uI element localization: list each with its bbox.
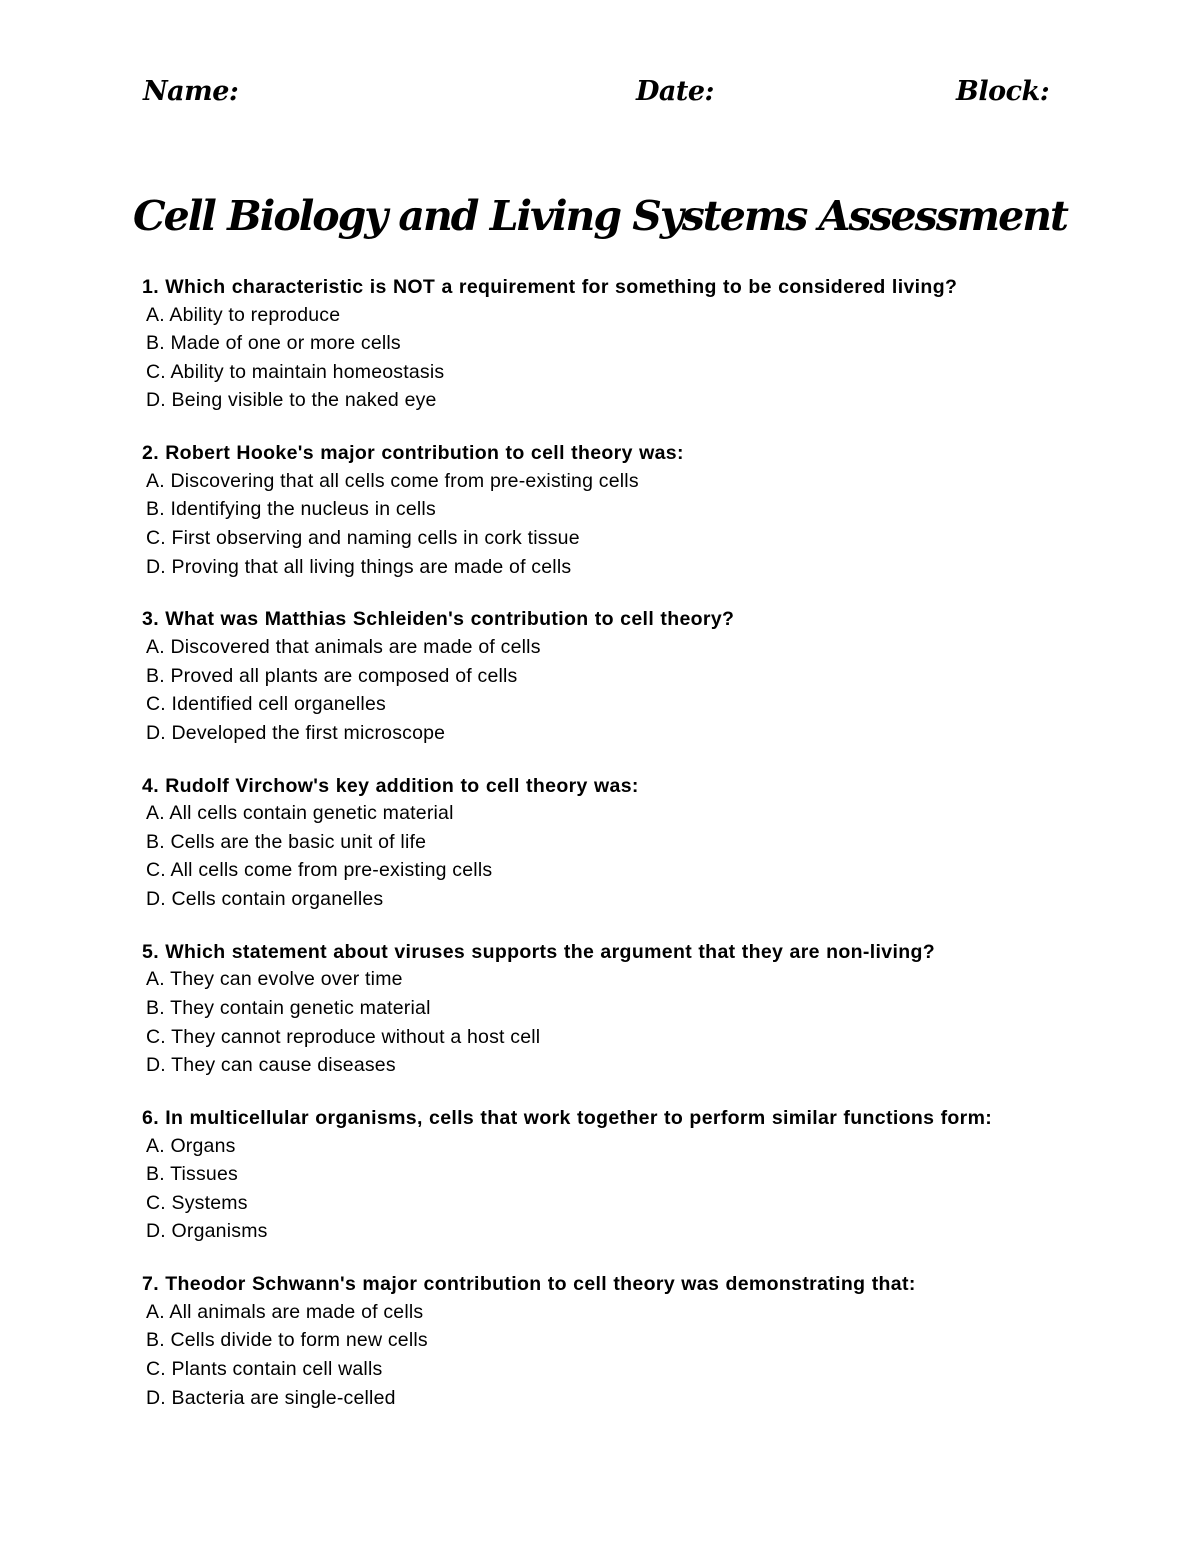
answer-option-b: B. Identifying the nucleus in cells [146, 498, 436, 521]
answer-option-d: D. Organisms [146, 1220, 268, 1243]
answer-option-d: D. Proving that all living things are made of cells [146, 555, 572, 578]
question-2 [142, 438, 1102, 604]
answer-option-a: A. Organs [146, 1134, 236, 1157]
question-5 [142, 937, 1102, 1103]
answer-option-b: B. Proved all plants are composed of cells [146, 664, 518, 687]
answer-option-d: D. Being visible to the naked eye [146, 389, 437, 412]
question-4 [142, 771, 1102, 937]
answer-option-a: A. Discovered that animals are made of cells [146, 635, 541, 658]
question-3 [142, 604, 1102, 770]
answer-option-a: A. All cells contain genetic material [146, 802, 454, 825]
question-text: 5. Which statement about viruses supports the argument that they are non-living? [142, 940, 936, 963]
question-list [142, 272, 1102, 1435]
student-info-header [0, 74, 1200, 114]
question-text: 2. Robert Hooke's major contribution to cell theory was: [142, 442, 684, 465]
answer-option-c: C. Ability to maintain homeostasis [146, 360, 445, 383]
assessment-title: Cell Biology and Living Systems Assessment [133, 192, 1067, 240]
question-text: 6. In multicellular organisms, cells that work together to perform similar functions form: [142, 1106, 993, 1129]
answer-option-c: C. Identified cell organelles [146, 693, 386, 716]
answer-option-b: B. Cells divide to form new cells [146, 1329, 428, 1352]
question-6 [142, 1103, 1102, 1269]
question-7 [142, 1269, 1102, 1435]
date-label: Date: [636, 76, 715, 107]
answer-option-c: C. All cells come from pre-existing cells [146, 859, 493, 882]
answer-option-b: B. They contain genetic material [146, 996, 431, 1019]
answer-option-a: A. They can evolve over time [146, 968, 403, 991]
answer-option-d: D. Developed the first microscope [146, 721, 446, 744]
question-text: 7. Theodor Schwann's major contribution to cell theory was demonstrating that: [142, 1273, 916, 1296]
answer-option-c: C. Systems [146, 1191, 248, 1214]
answer-option-b: B. Tissues [146, 1163, 238, 1186]
answer-option-b: B. Cells are the basic unit of life [146, 830, 427, 853]
answer-option-d: D. Bacteria are single-celled [146, 1386, 396, 1409]
answer-option-d: D. Cells contain organelles [146, 887, 384, 910]
answer-option-b: B. Made of one or more cells [146, 332, 401, 355]
question-text: 3. What was Matthias Schleiden's contribution to cell theory? [142, 608, 735, 631]
answer-option-a: A. Ability to reproduce [146, 303, 341, 326]
question-text: 1. Which characteristic is NOT a requirement for something to be considered living? [142, 276, 958, 298]
answer-option-c: C. They cannot reproduce without a host cell [146, 1025, 541, 1048]
answer-option-c: C. Plants contain cell walls [146, 1357, 383, 1380]
answer-option-c: C. First observing and naming cells in cork tissue [146, 526, 580, 549]
answer-option-d: D. They can cause diseases [146, 1054, 396, 1077]
answer-option-a: A. Discovering that all cells come from pre-existing cells [146, 469, 639, 492]
name-label: Name: [143, 76, 239, 107]
answer-option-a: A. All animals are made of cells [146, 1300, 424, 1323]
block-label: Block: [956, 76, 1050, 107]
question-text: 4. Rudolf Virchow's key addition to cell theory was: [142, 774, 639, 797]
question-1 [142, 272, 1102, 438]
